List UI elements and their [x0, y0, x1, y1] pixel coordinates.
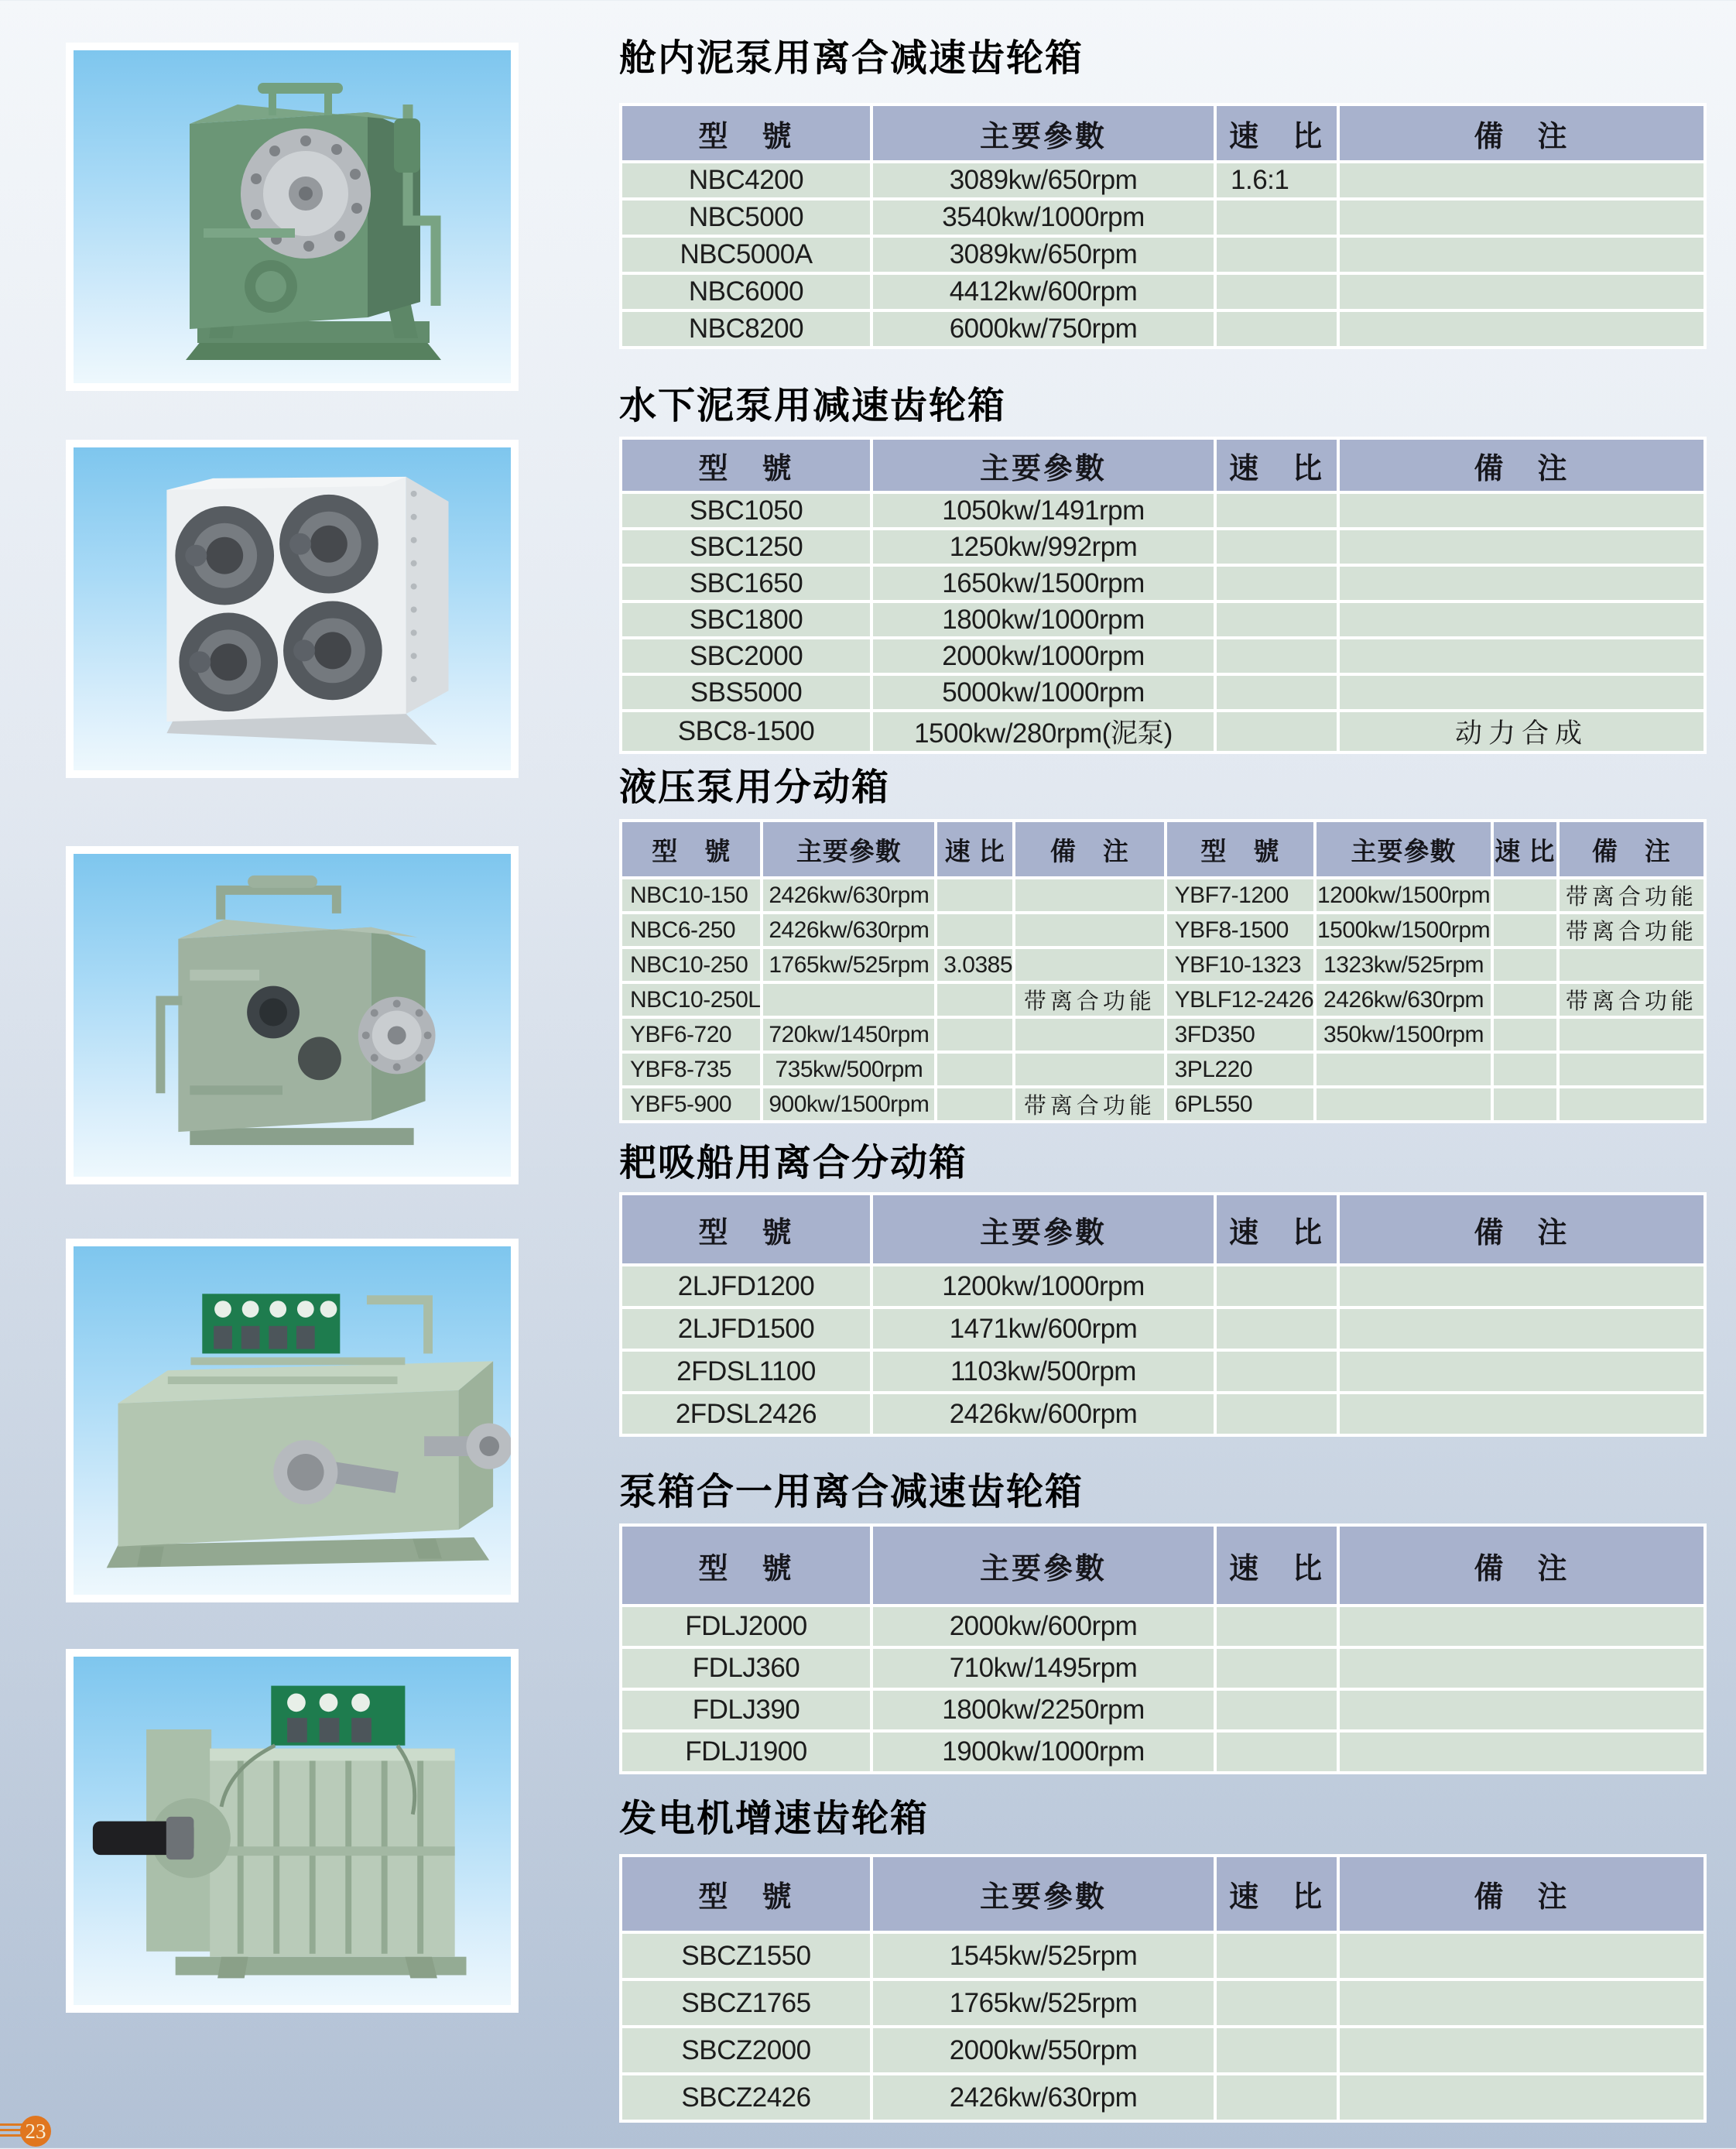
col-header-note: 備 注: [1340, 440, 1703, 491]
table-row: [622, 494, 1703, 527]
cell-note: [1340, 201, 1703, 235]
table-row: [622, 949, 1703, 981]
cell-params: 1323kw/525rpm: [1317, 949, 1491, 981]
cell-note: [1340, 1394, 1703, 1434]
cell-params: 1765kw/525rpm: [763, 949, 934, 981]
table-row: [622, 201, 1703, 235]
cell-ratio: [1217, 2075, 1337, 2120]
cell-ratio: [1217, 494, 1337, 527]
cell-note: [1015, 1019, 1164, 1051]
cell-note: [1015, 949, 1164, 981]
section-cabin-dredge-pump: [619, 37, 1707, 344]
cell-model: SBC2000: [622, 639, 870, 673]
table-row: [622, 1607, 1703, 1646]
cell-params: 3540kw/1000rpm: [873, 201, 1214, 235]
cell-params: 1765kw/525rpm: [873, 1981, 1214, 2025]
header-row: [622, 440, 1703, 491]
cell-ratio: [1217, 201, 1337, 235]
col-header-params: 主要參數: [1317, 822, 1491, 876]
cell-params: 1050kw/1491rpm: [873, 494, 1214, 527]
cell-ratio: [937, 1019, 1012, 1051]
cell-note: [1340, 494, 1703, 527]
cell-params: 3089kw/650rpm: [873, 238, 1214, 272]
cell-params: 1250kw/992rpm: [873, 530, 1214, 564]
cell-note: [1015, 879, 1164, 911]
cell-ratio: [1494, 879, 1556, 911]
cell-ratio: [1217, 1266, 1337, 1306]
cell-params: 2000kw/600rpm: [873, 1607, 1214, 1646]
cell-ratio: [1217, 238, 1337, 272]
cell-model: YBF7-1200: [1167, 879, 1314, 911]
section-trailing-suction-clutch: [619, 1142, 1707, 1429]
cell-model: YBF8-1500: [1167, 914, 1314, 946]
cell-model: 3PL220: [1167, 1054, 1314, 1085]
cell-params: 1500kw/280rpm(泥泵): [873, 712, 1214, 751]
cell-model: NBC5000A: [622, 238, 870, 272]
cell-ratio: [1217, 1394, 1337, 1434]
col-header-model: 型 號: [622, 106, 870, 160]
table-row: [622, 238, 1703, 272]
cell-ratio: [1494, 1019, 1556, 1051]
cell-ratio: 3.0385: [937, 949, 1012, 981]
cell-params: [1317, 1054, 1491, 1085]
section-hydraulic-pump-transfer: [619, 766, 1707, 1119]
cell-note: [1340, 567, 1703, 600]
section-title: 水下泥泵用减速齿轮箱: [619, 386, 1007, 427]
cell-params: [763, 984, 934, 1016]
cell-params: 1900kw/1000rpm: [873, 1733, 1214, 1771]
cell-params: 1500kw/1500rpm: [1317, 914, 1491, 946]
cell-params: 2000kw/550rpm: [873, 2028, 1214, 2072]
section-title: 舱内泥泵用离合减速齿轮箱: [619, 38, 1084, 79]
cell-note: [1340, 603, 1703, 636]
cell-params: 900kw/1500rpm: [763, 1088, 934, 1120]
cell-params: 1200kw/1000rpm: [873, 1266, 1214, 1306]
cell-model: YBF5-900: [622, 1088, 760, 1120]
section-pump-box-combined: [619, 1471, 1707, 1767]
col-header-ratio: 速 比: [1217, 1857, 1337, 1931]
cell-ratio: [1494, 1088, 1556, 1120]
page-number: 23: [25, 2120, 46, 2143]
col-header-ratio: 速 比: [1217, 106, 1337, 160]
cell-note: [1560, 1054, 1703, 1085]
table-row: [622, 2028, 1703, 2072]
twin-gearbox-gauge-panel-illustration: [74, 1246, 511, 1595]
table-row: [622, 1981, 1703, 2025]
cell-model: FDLJ2000: [622, 1607, 870, 1646]
col-header-params: 主要參數: [763, 822, 934, 876]
cell-note: [1340, 163, 1703, 197]
cell-model: YBF6-720: [622, 1019, 760, 1051]
cell-note: [1340, 275, 1703, 309]
section-title: 泵箱合一用离合减速齿轮箱: [619, 1472, 1084, 1513]
cell-params: 5000kw/1000rpm: [873, 676, 1214, 709]
col-header-ratio: 速 比: [1217, 440, 1337, 491]
table-row: [622, 676, 1703, 709]
spec-table: [619, 1854, 1707, 2123]
col-header-note: 備 注: [1340, 1857, 1703, 1931]
col-header-params: 主要參數: [873, 1195, 1214, 1263]
table-row: [622, 1733, 1703, 1771]
cell-note: [1340, 1934, 1703, 1978]
cell-note: [1340, 312, 1703, 346]
cell-note: [1340, 676, 1703, 709]
cell-note: 带离合功能: [1015, 984, 1164, 1016]
cell-model: SBC1650: [622, 567, 870, 600]
cell-note: [1015, 914, 1164, 946]
cell-model: NBC10-250L: [622, 984, 760, 1016]
col-header-note: 備 注: [1560, 822, 1703, 876]
spec-table: [619, 1192, 1707, 1437]
table-row: [622, 1691, 1703, 1729]
header-row: [622, 106, 1703, 160]
cell-ratio: [1217, 312, 1337, 346]
ribbed-gearbox-black-shaft-illustration: [74, 1657, 511, 2005]
table-row: [622, 1309, 1703, 1349]
col-header-params: 主要參數: [873, 440, 1214, 491]
col-header-ratio: 速 比: [1217, 1195, 1337, 1263]
cell-ratio: [1217, 1981, 1337, 2025]
cell-note: [1015, 1054, 1164, 1085]
cell-ratio: [1217, 567, 1337, 600]
col-header-params: 主要參數: [873, 106, 1214, 160]
cell-params: 1200kw/1500rpm: [1317, 879, 1491, 911]
table-row: [622, 312, 1703, 346]
cell-note: [1340, 2028, 1703, 2072]
header-row: [622, 1527, 1703, 1604]
table-row: [622, 275, 1703, 309]
photo-background: [74, 1246, 511, 1595]
header-row: [622, 822, 1703, 876]
product-photo-4: [66, 1239, 519, 1602]
col-header-params: 主要參數: [873, 1857, 1214, 1931]
cell-model: NBC5000: [622, 201, 870, 235]
cell-model: NBC10-250: [622, 949, 760, 981]
table-row: [622, 639, 1703, 673]
cell-ratio: [1217, 1649, 1337, 1688]
cell-model: NBC6000: [622, 275, 870, 309]
cell-model: SBCZ1550: [622, 1934, 870, 1978]
cell-ratio: [1217, 2028, 1337, 2072]
cell-params: 3089kw/650rpm: [873, 163, 1214, 197]
cell-params: 350kw/1500rpm: [1317, 1019, 1491, 1051]
spec-table: [619, 819, 1707, 1123]
cell-params: 735kw/500rpm: [763, 1054, 934, 1085]
table-row: [622, 163, 1703, 197]
cell-model: SBS5000: [622, 676, 870, 709]
cell-ratio: [1217, 1352, 1337, 1391]
photo-background: [74, 854, 511, 1177]
cell-model: FDLJ360: [622, 1649, 870, 1688]
cell-note: [1340, 639, 1703, 673]
header-row: [622, 1195, 1703, 1263]
table-row: [622, 1019, 1703, 1051]
spec-table: [619, 103, 1707, 349]
col-header-params: 主要參數: [873, 1527, 1214, 1604]
cell-ratio: [1494, 914, 1556, 946]
col-header-ratio: 速 比: [1494, 822, 1556, 876]
table-row: [622, 984, 1703, 1016]
cell-model: NBC8200: [622, 312, 870, 346]
cell-ratio: [1217, 1691, 1337, 1729]
col-header-note: 備 注: [1340, 1195, 1703, 1263]
cell-ratio: [937, 914, 1012, 946]
cell-params: 1103kw/500rpm: [873, 1352, 1214, 1391]
cell-model: NBC4200: [622, 163, 870, 197]
cell-model: 2LJFD1200: [622, 1266, 870, 1306]
col-header-ratio: 速 比: [1217, 1527, 1337, 1604]
cell-model: SBC1800: [622, 603, 870, 636]
cell-ratio: [1217, 1309, 1337, 1349]
product-photo-3: [66, 846, 519, 1184]
table-row: [622, 1088, 1703, 1120]
cell-model: SBCZ2426: [622, 2075, 870, 2120]
cell-model: 3FD350: [1167, 1019, 1314, 1051]
pump-drive-gearbox-illustration: [74, 854, 511, 1177]
table-row: [622, 530, 1703, 564]
product-photo-1: [66, 43, 519, 391]
cell-params: 720kw/1450rpm: [763, 1019, 934, 1051]
table-row: [622, 603, 1703, 636]
col-header-note: 備 注: [1340, 1527, 1703, 1604]
cell-ratio: [1217, 1934, 1337, 1978]
page-marker: [0, 2115, 70, 2149]
four-motor-gearbox-illustration: [74, 447, 511, 770]
cell-note: [1340, 1352, 1703, 1391]
cell-model: SBCZ1765: [622, 1981, 870, 2025]
cell-params: 1650kw/1500rpm: [873, 567, 1214, 600]
cell-ratio: [1217, 639, 1337, 673]
col-header-model: 型 號: [622, 1857, 870, 1931]
cell-ratio: [1494, 984, 1556, 1016]
cell-model: FDLJ390: [622, 1691, 870, 1729]
cell-model: NBC10-150: [622, 879, 760, 911]
cell-note: [1340, 1607, 1703, 1646]
cell-note: [1340, 1649, 1703, 1688]
table-row: [622, 1649, 1703, 1688]
table-row: [622, 567, 1703, 600]
cell-model: SBC8-1500: [622, 712, 870, 751]
section-generator-speed-increase: [619, 1798, 1707, 2113]
cell-model: SBC1250: [622, 530, 870, 564]
cell-ratio: [1217, 603, 1337, 636]
cell-params: 1545kw/525rpm: [873, 1934, 1214, 1978]
col-header-model: 型 號: [1167, 822, 1314, 876]
col-header-note: 備 注: [1340, 106, 1703, 160]
cell-params: 4412kw/600rpm: [873, 275, 1214, 309]
cell-params: 2426kw/630rpm: [1317, 984, 1491, 1016]
cell-model: 2LJFD1500: [622, 1309, 870, 1349]
cell-ratio: [937, 1054, 1012, 1085]
cell-ratio: [1494, 949, 1556, 981]
cell-ratio: [1217, 1733, 1337, 1771]
cell-ratio: [1217, 275, 1337, 309]
section-title: 液压泵用分动箱: [619, 767, 891, 808]
photo-background: [74, 1657, 511, 2005]
cell-model: 2FDSL1100: [622, 1352, 870, 1391]
cell-note: [1560, 949, 1703, 981]
cell-model: SBC1050: [622, 494, 870, 527]
page-number-badge: [20, 2116, 51, 2147]
table-row: [622, 1394, 1703, 1434]
table-row: [622, 914, 1703, 946]
col-header-model: 型 號: [622, 440, 870, 491]
product-photo-2: [66, 440, 519, 778]
cell-note: [1560, 1019, 1703, 1051]
cell-note: [1340, 530, 1703, 564]
cell-model: NBC6-250: [622, 914, 760, 946]
cell-note: 动力合成: [1340, 712, 1703, 751]
cell-model: 2FDSL2426: [622, 1394, 870, 1434]
green-clutch-gearbox-illustration: [74, 50, 511, 383]
cell-ratio: [1217, 530, 1337, 564]
table-row: [622, 1054, 1703, 1085]
section-underwater-dredge-pump: [619, 385, 1707, 749]
cell-note: [1560, 1088, 1703, 1120]
table-row: [622, 712, 1703, 751]
table-row: [622, 2075, 1703, 2120]
cell-ratio: [1217, 712, 1337, 751]
cell-model: YBF10-1323: [1167, 949, 1314, 981]
cell-model: 6PL550: [1167, 1088, 1314, 1120]
cell-params: 1800kw/2250rpm: [873, 1691, 1214, 1729]
col-header-model: 型 號: [622, 1527, 870, 1604]
col-header-ratio: 速 比: [937, 822, 1012, 876]
cell-note: [1340, 1981, 1703, 2025]
table-row: [622, 879, 1703, 911]
section-title: 发电机增速齿轮箱: [619, 1798, 930, 1839]
cell-note: [1340, 1266, 1703, 1306]
cell-params: 2000kw/1000rpm: [873, 639, 1214, 673]
cell-note: [1340, 1691, 1703, 1729]
cell-params: 1471kw/600rpm: [873, 1309, 1214, 1349]
cell-note: [1340, 2075, 1703, 2120]
cell-model: YBLF12-2426: [1167, 984, 1314, 1016]
cell-note: [1340, 1309, 1703, 1349]
cell-note: 带离合功能: [1560, 984, 1703, 1016]
cell-note: 带离合功能: [1560, 914, 1703, 946]
spec-table: [619, 1523, 1707, 1774]
cell-params: 6000kw/750rpm: [873, 312, 1214, 346]
cell-params: 2426kw/630rpm: [763, 879, 934, 911]
cell-params: 2426kw/630rpm: [763, 914, 934, 946]
cell-model: YBF8-735: [622, 1054, 760, 1085]
cell-note: [1340, 238, 1703, 272]
cell-note: 带离合功能: [1560, 879, 1703, 911]
header-row: [622, 1857, 1703, 1931]
photo-background: [74, 447, 511, 770]
cell-params: 710kw/1495rpm: [873, 1649, 1214, 1688]
cell-ratio: [1217, 1607, 1337, 1646]
cell-ratio: [1217, 676, 1337, 709]
photo-background: [74, 50, 511, 383]
col-header-model: 型 號: [622, 822, 760, 876]
cell-params: [1317, 1088, 1491, 1120]
spec-table: [619, 437, 1707, 754]
cell-model: FDLJ1900: [622, 1733, 870, 1771]
cell-params: 1800kw/1000rpm: [873, 603, 1214, 636]
col-header-note: 備 注: [1015, 822, 1164, 876]
cell-ratio: 1.6:1: [1217, 163, 1337, 197]
table-row: [622, 1934, 1703, 1978]
cell-ratio: [937, 984, 1012, 1016]
col-header-model: 型 號: [622, 1195, 870, 1263]
cell-ratio: [937, 879, 1012, 911]
table-row: [622, 1266, 1703, 1306]
cell-note: [1340, 1733, 1703, 1771]
cell-note: 带离合功能: [1015, 1088, 1164, 1120]
cell-model: SBCZ2000: [622, 2028, 870, 2072]
cell-params: 2426kw/600rpm: [873, 1394, 1214, 1434]
cell-ratio: [937, 1088, 1012, 1120]
section-title: 耙吸船用离合分动箱: [619, 1143, 968, 1184]
cell-ratio: [1494, 1054, 1556, 1085]
cell-params: 2426kw/630rpm: [873, 2075, 1214, 2120]
table-row: [622, 1352, 1703, 1391]
product-photo-5: [66, 1649, 519, 2013]
